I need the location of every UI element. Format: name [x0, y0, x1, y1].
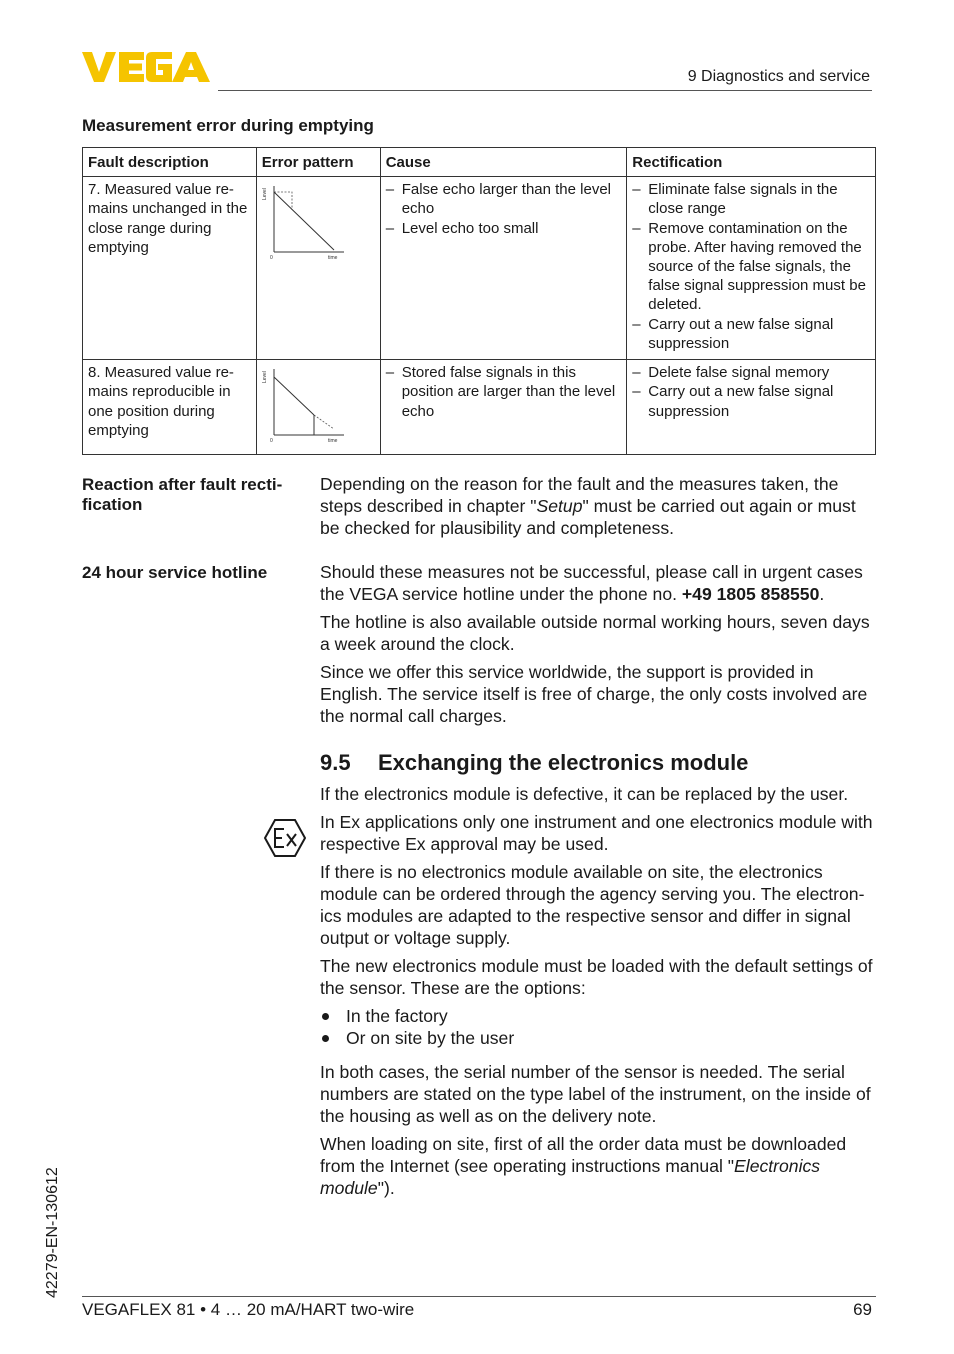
cause-item: – Level echo too small	[386, 219, 622, 238]
list-item: Or on site by the user	[320, 1027, 514, 1049]
cause-cell	[380, 360, 627, 455]
section-number: 9.5	[320, 750, 351, 775]
cause-item: – False echo larger than the level echo	[386, 180, 622, 218]
hotline-label: 24 hour service hotline	[82, 563, 268, 582]
rectification-item: – Remove contamination on the probe. After having removed the source of the false signals, the false signal suppression must be deleted.	[632, 219, 870, 315]
section-paragraph-4: The new electronics module must be loaded with the default settings of the sensor. These are the options:	[320, 956, 873, 998]
fault-description: 7. Measured value re-mains unchanged in the close range during emptying	[83, 177, 257, 360]
error-pattern-graph	[262, 180, 346, 260]
hotline-phone: +49 1805 858550	[681, 584, 820, 604]
graph-xlabel: time	[327, 255, 338, 261]
header-rectification: Rectification	[627, 148, 876, 177]
error-pattern-cell	[256, 360, 380, 455]
footer-rule	[82, 1296, 876, 1297]
chapter-reference: Setup	[536, 496, 583, 516]
list-item: In the factory	[320, 1005, 514, 1027]
fault-description: 8. Measured value re-mains reproducible in one position during emptying	[83, 360, 257, 455]
graph-xlabel: time	[327, 438, 338, 444]
rectification-item: – Carry out a new false signal suppression	[632, 315, 870, 353]
header-rule	[218, 90, 872, 91]
section-paragraph-2: In Ex applications only one instrument and one electronics module with respective Ex approval may be used.	[320, 812, 873, 854]
hotline-paragraph-2: The hotline is also available outside normal working hours, seven days a week around the clock.	[320, 612, 870, 654]
error-pattern-graph	[262, 363, 346, 443]
graph-origin: 0	[269, 255, 273, 261]
table-row	[83, 360, 876, 455]
section-paragraph-3: If there is no electronics module available on site, the electronics module can be ordered through the agency serving you. The electron-ics modules are adapted to the respective sensor and differ in signal output or voltage supply.	[320, 862, 865, 948]
table-title: Measurement error during emptying	[82, 116, 374, 135]
graph-ylabel: Level	[261, 188, 268, 201]
table-header-row	[83, 148, 876, 177]
reaction-label: Reaction after fault recti-fication	[82, 475, 283, 514]
graph-ylabel: Level	[261, 371, 268, 384]
footer-product: VEGAFLEX 81 • 4 … 20 mA/HART two-wire	[82, 1300, 415, 1319]
hotline-paragraph-1: Should these measures not be successful, please call in urgent cases the VEGA service hotline under the phone no. +49 1805 858550.	[320, 562, 863, 604]
reaction-paragraph: Depending on the reason for the fault and the measures taken, the steps described in chapter "Setup" must be carried out again or must be checked for plausibility and completeness.	[320, 474, 856, 538]
options-list	[320, 1005, 514, 1049]
header-fault-description: Fault description	[83, 148, 257, 177]
section-heading	[320, 750, 748, 776]
vega-logo	[82, 50, 212, 84]
ex-explosion-protection-icon	[264, 818, 306, 858]
error-pattern-cell	[256, 177, 380, 360]
section-paragraph-6: When loading on site, first of all the order data must be downloaded from the Internet (see operating instructions manual "Electronics module").	[320, 1134, 847, 1198]
section-title: Exchanging the electronics module	[378, 750, 749, 775]
rectification-cell	[627, 360, 876, 455]
page-number: 69	[853, 1300, 872, 1319]
manual-reference: Electronics module	[320, 1156, 821, 1198]
header-cause: Cause	[380, 148, 627, 177]
graph-origin: 0	[269, 438, 273, 444]
section-paragraph-5: In both cases, the serial number of the sensor is needed. The serial numbers are stated on the type label of the instrument, on the inside of the housing as well as on the delivery note.	[320, 1062, 871, 1126]
section-header: 9 Diagnostics and service	[687, 68, 870, 85]
fault-table	[82, 147, 876, 455]
rectification-item: – Delete false signal memory	[632, 363, 870, 382]
rectification-item: – Eliminate false signals in the close range	[632, 180, 870, 218]
table-row	[83, 177, 876, 360]
header-error-pattern: Error pattern	[256, 148, 380, 177]
document-id: 42279-EN-130612	[44, 1167, 61, 1298]
rectification-item: – Carry out a new false signal suppression	[632, 382, 870, 420]
rectification-cell	[627, 177, 876, 360]
hotline-paragraph-3: Since we offer this service worldwide, the support is provided in English. The service itself is free of charge, the only costs involved are the normal call charges.	[320, 662, 868, 726]
section-paragraph-1: If the electronics module is defective, it can be replaced by the user.	[320, 784, 849, 804]
cause-item: – Stored false signals in this position are larger than the level echo	[386, 363, 622, 421]
cause-cell	[380, 177, 627, 360]
